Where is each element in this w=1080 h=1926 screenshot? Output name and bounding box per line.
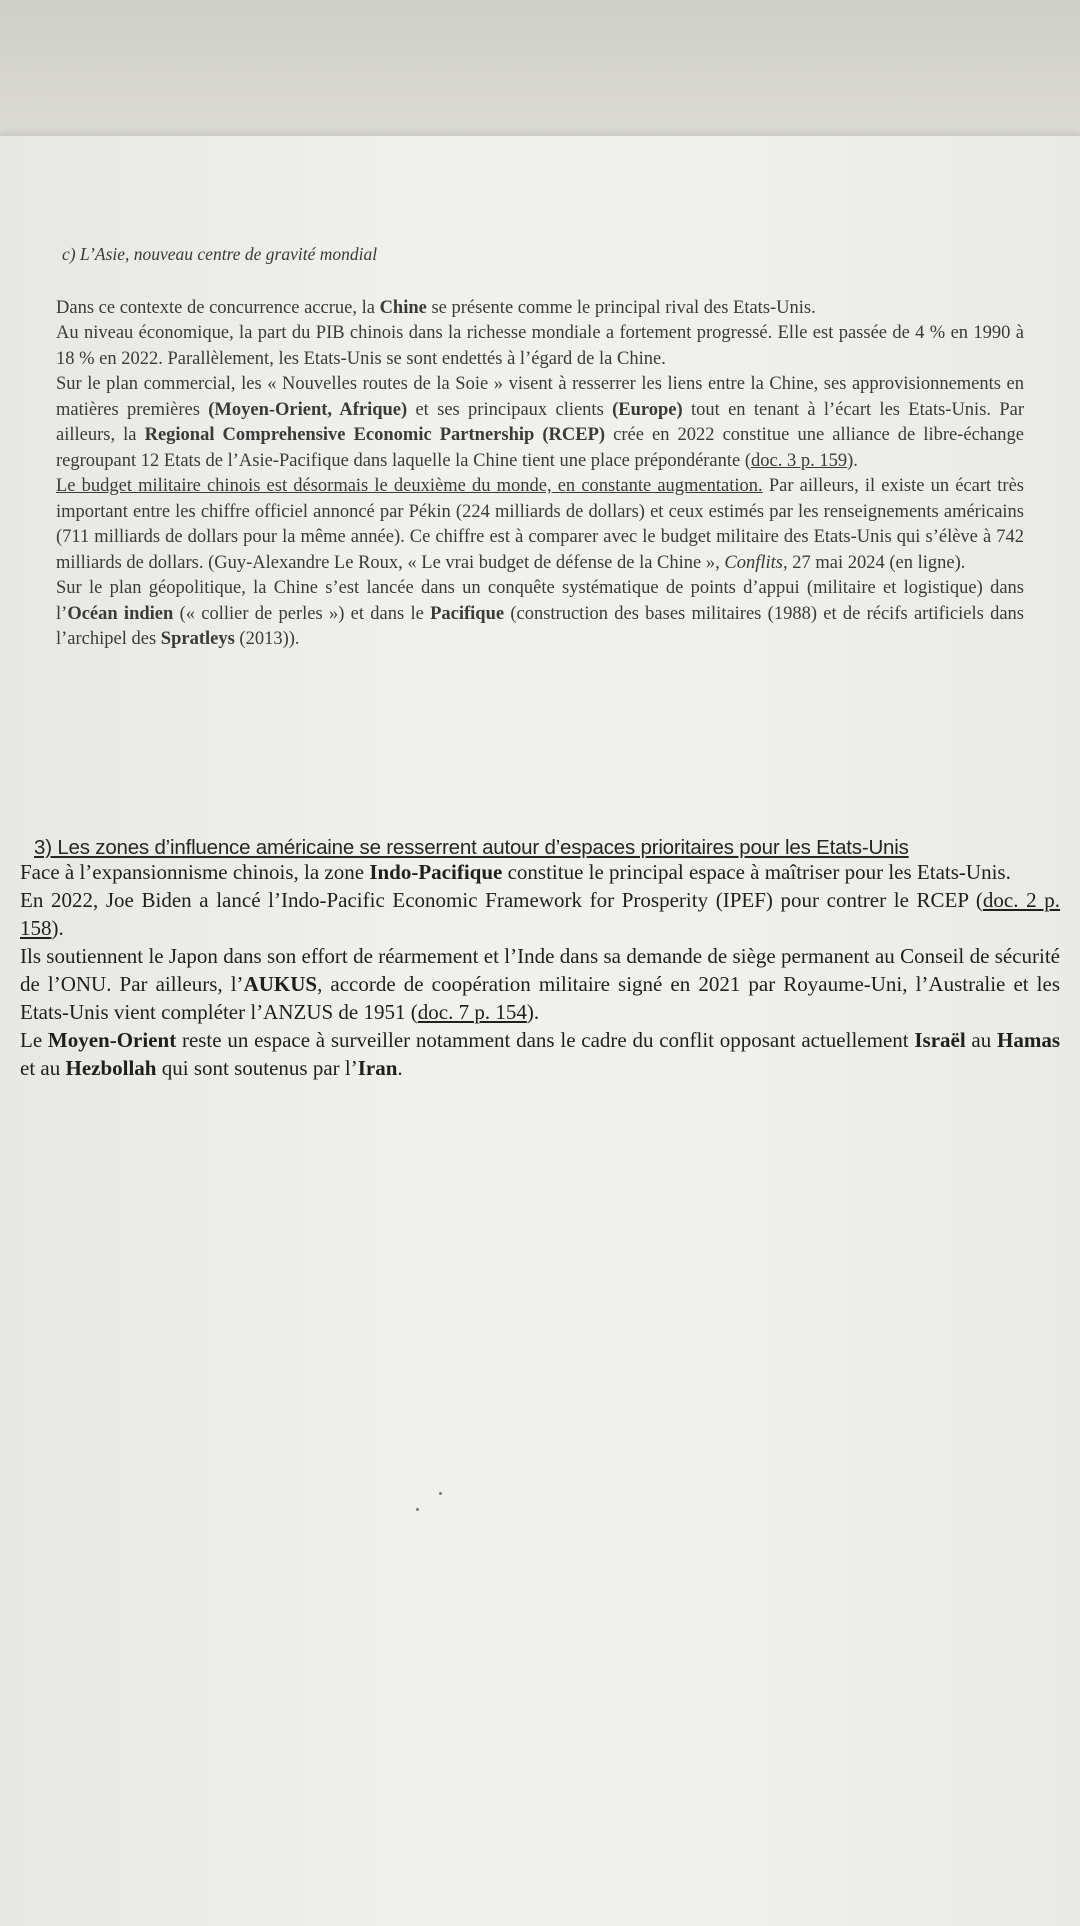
text-span: (construction des bases militaires (1988) et de récifs artificiels dans l’archipel des [56,603,1024,649]
bold-term: Indo-Pacifique [369,860,503,884]
paragraph-economy: Au niveau économique, la part du PIB chinois dans la richesse mondiale a fortement progressé. Elle est passée de 4 % en 1990 à 18 % en 2022. Parallèlement, les Etats-Unis se sont endettés à l’égard de la Chine. [56,323,1024,369]
text-span: Sur le plan commercial, les « Nouvelles routes de la Soie » visent à resserrer les liens entre la Chine, ses approvisionnements en matières premières [56,374,1024,420]
text-span: tout en tenant à l’écart les Etats-Unis. Par ailleurs, la [56,399,1024,445]
bold-term: Moyen-Orient [47,1028,177,1052]
pen-dot-mark [416,1508,419,1511]
bold-term: Chine [379,297,427,318]
text-span: Dans ce contexte de concurrence accrue, la [56,297,380,318]
text-span: et au [20,1056,66,1080]
text-span: (2013)). [234,629,300,649]
bold-term: Spratleys [160,629,235,649]
paragraph-middle-east [20,1026,1060,1082]
text-span: au [965,1028,997,1052]
text-span: Face à l’expansionnisme chinois, la zone [20,860,370,884]
text-span: Par ailleurs, il existe un écart très important entre les chiffre officiel annoncé par Pékin (224 milliards de dollars) et ceux estimés par les renseignements américains (711 milliards de dollars pour la même année). Ce chiffre est à comparer avec le budget militaire des Etats-Unis qui s’élève à 742 milliards de dollars. (Guy-Alexandre Le Roux, « Le vrai budget de défense de la Chine », [56,476,1024,573]
text-span: ). [526,1000,540,1024]
text-span: reste un espace à surveiller notamment dans le cadre du conflit opposant actuellement [176,1028,915,1052]
text-span: Le [20,1028,48,1052]
bold-term: AUKUS [243,972,318,996]
italic-source: Conflits [724,552,783,573]
text-span: crée en 2022 constitue une alliance de libre-échange regroupant 12 Etats de l’Asie-Pacifique dans laquelle la Chine tient une place prépondérante ( [56,425,1024,471]
doc-reference: doc. 7 p. 154 [417,1000,527,1024]
doc-reference: doc. 3 p. 159 [751,450,848,471]
text-span: ). [847,450,858,471]
text-span: constitue le principal espace à maîtriser pour les Etats-Unis. [502,860,1011,884]
text-span: . [397,1056,403,1080]
text-span: se présente comme le principal rival des Etats-Unis. [426,297,816,318]
paragraph-military-budget [56,474,1024,576]
text-span: Ils soutiennent le Japon dans son effort de réarmement et l’Inde dans sa demande de siège permanent au Conseil de sécurité de l’ONU. Par ailleurs, l’ [20,944,1060,996]
section-c-subtitle: c) L’Asie, nouveau centre de gravité mondial [62,244,378,264]
bold-term: Regional Comprehensive Economic Partnership (RCEP) [144,425,606,445]
bold-term: Océan indien [67,603,174,624]
paragraph-geopolitics [56,576,1024,653]
doc-reference: doc. 2 p. 158 [20,888,1060,940]
bold-term: Hamas [997,1028,1060,1052]
text-span: , 27 mai 2024 (en ligne). [782,552,966,573]
text-span: qui sont soutenus par l’ [156,1056,358,1080]
text-span: ). [51,916,64,940]
text-span: Sur le plan géopolitique, la Chine s’est lancée dans un conquête systématique de points d’appui (militaire et logistique) dans l’ [56,578,1024,624]
section-3 [20,858,1060,1082]
bold-term: Pacifique [430,603,505,624]
paragraph-trade [56,372,1024,474]
text-span: En 2022, Joe Biden a lancé l’Indo-Pacific Economic Framework for Prosperity (IPEF) pour contrer le RCEP ( [20,888,983,912]
text-span: (« collier de perles ») et dans le [173,603,431,624]
paper-sheet [0,136,1080,1926]
paragraph-china-rival [56,296,1024,322]
paragraph-ipef [20,886,1060,942]
bold-term: Hezbollah [65,1056,157,1080]
underlined-sentence: Le budget militaire chinois est désormais le deuxième du monde, en constante augmentation. [56,476,763,496]
text-span: , accorde de coopération militaire signé en 2021 par Royaume-Uni, l’Australie et les Etats-Unis vient compléter l’ANZUS de 1951 ( [20,972,1060,1024]
pen-dot-mark [439,1492,442,1495]
paragraph-indo-pacific [20,858,1060,886]
bold-term: (Moyen-Orient, Afrique) [208,399,408,420]
text-span: et ses principaux clients [407,399,613,420]
section-3-heading: 3) Les zones d’influence américaine se resserrent autour d’espaces prioritaires pour les Etats-Unis [34,836,909,859]
bold-term: Iran [357,1056,398,1080]
bold-term: (Europe) [612,399,683,420]
bold-term: Israël [914,1028,966,1052]
paragraph-allies [20,942,1060,1026]
section-c [56,242,1024,653]
